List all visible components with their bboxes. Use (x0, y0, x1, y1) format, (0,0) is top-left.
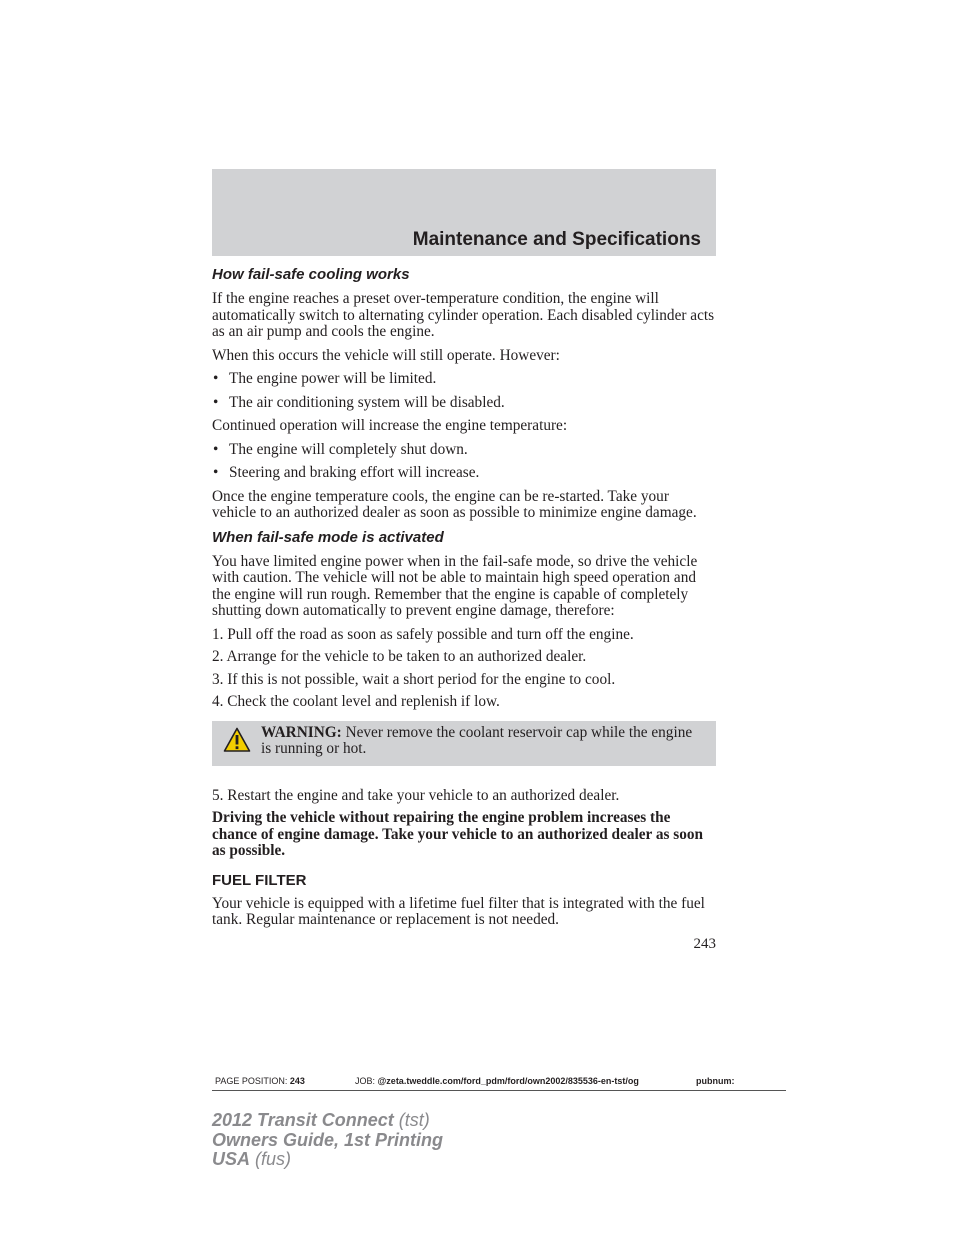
page-position-label: PAGE POSITION: (215, 1076, 288, 1086)
list-item: • Steering and braking effort will increase. (213, 464, 480, 481)
job-label: JOB: (355, 1076, 376, 1086)
print-job-footer (212, 1074, 786, 1091)
guide-model: 2012 Transit Connect (212, 1110, 394, 1130)
section-header-band (212, 169, 716, 256)
numbered-step: 2. Arrange for the vehicle to be taken to an authorized dealer. (212, 648, 587, 665)
paragraph: If the engine reaches a preset over-temperature condition, the engine will automatically switch to alternating cylinder operation. Each disabled cylinder acts as an air pump and cools the engine. (212, 290, 715, 340)
page-content (212, 266, 716, 952)
heading-fail-safe-cooling: How fail-safe cooling works (212, 266, 410, 283)
paragraph: When this occurs the vehicle will still operate. However: (212, 346, 560, 364)
guide-market-code: (fus) (255, 1149, 292, 1169)
numbered-step: 3. If this is not possible, wait a short period for the engine to cool. (212, 670, 616, 688)
guide-identifier (212, 1111, 443, 1170)
numbered-step: 1. Pull off the road as soon as safely possible and turn off the engine. (212, 625, 634, 643)
bullet-icon: • (213, 440, 219, 458)
numbered-step: 4. Check the coolant level and replenish if low. (212, 693, 500, 710)
pubnum-label: pubnum: (696, 1076, 735, 1086)
heading-fail-safe-mode: When fail-safe mode is activated (212, 528, 444, 546)
warning-triangle-icon (223, 727, 251, 753)
paragraph: Once the engine temperature cools, the engine can be re-started. Take your vehicle to an authorized dealer as soon as possible to minimize engine damage. (212, 487, 697, 521)
guide-edition: Owners Guide, 1st Printing (212, 1129, 444, 1150)
page-position-value: 243 (289, 1076, 305, 1086)
bullet-icon: • (213, 370, 219, 387)
warning-label: WARNING: (261, 723, 342, 741)
job-value: @zeta.tweddle.com/ford_pdm/ford/own2002/835536-en-tst/og (377, 1076, 639, 1086)
paragraph: You have limited engine power when in the fail-safe mode, so drive the vehicle with caution. The vehicle will not be able to maintain high speed operation and the engine will run rough. Remember that the engine is capable of completely shutting down automatically to prevent engine damage, therefore: (212, 552, 698, 619)
list-item: • The engine power will be limited. (213, 370, 437, 387)
guide-model-code: (tst) (398, 1110, 430, 1130)
guide-market: USA (212, 1149, 251, 1169)
bullet-icon: • (213, 464, 219, 481)
list-item: • The air conditioning system will be disabled. (213, 393, 505, 411)
heading-fuel-filter: FUEL FILTER (212, 871, 307, 889)
warning-text: Never remove the coolant reservoir cap while the engine is running or hot. (261, 723, 693, 757)
paragraph: Continued operation will increase the engine temperature: (212, 417, 568, 434)
list-item: • The engine will completely shut down. (213, 440, 468, 458)
bold-note: Driving the vehicle without repairing the engine problem increases the chance of engine damage. Take your vehicle to an authorized dealer as soon as possible. (212, 809, 704, 859)
page-number: 243 (693, 935, 716, 952)
paragraph: Your vehicle is equipped with a lifetime fuel filter that is integrated with the fuel tank. Regular maintenance or replacement is not needed. (212, 894, 705, 928)
numbered-step: 5. Restart the engine and take your vehicle to an authorized dealer. (212, 786, 620, 804)
section-title: Maintenance and Specifications (412, 229, 701, 250)
bullet-icon: • (213, 393, 219, 411)
warning-box (212, 721, 716, 766)
